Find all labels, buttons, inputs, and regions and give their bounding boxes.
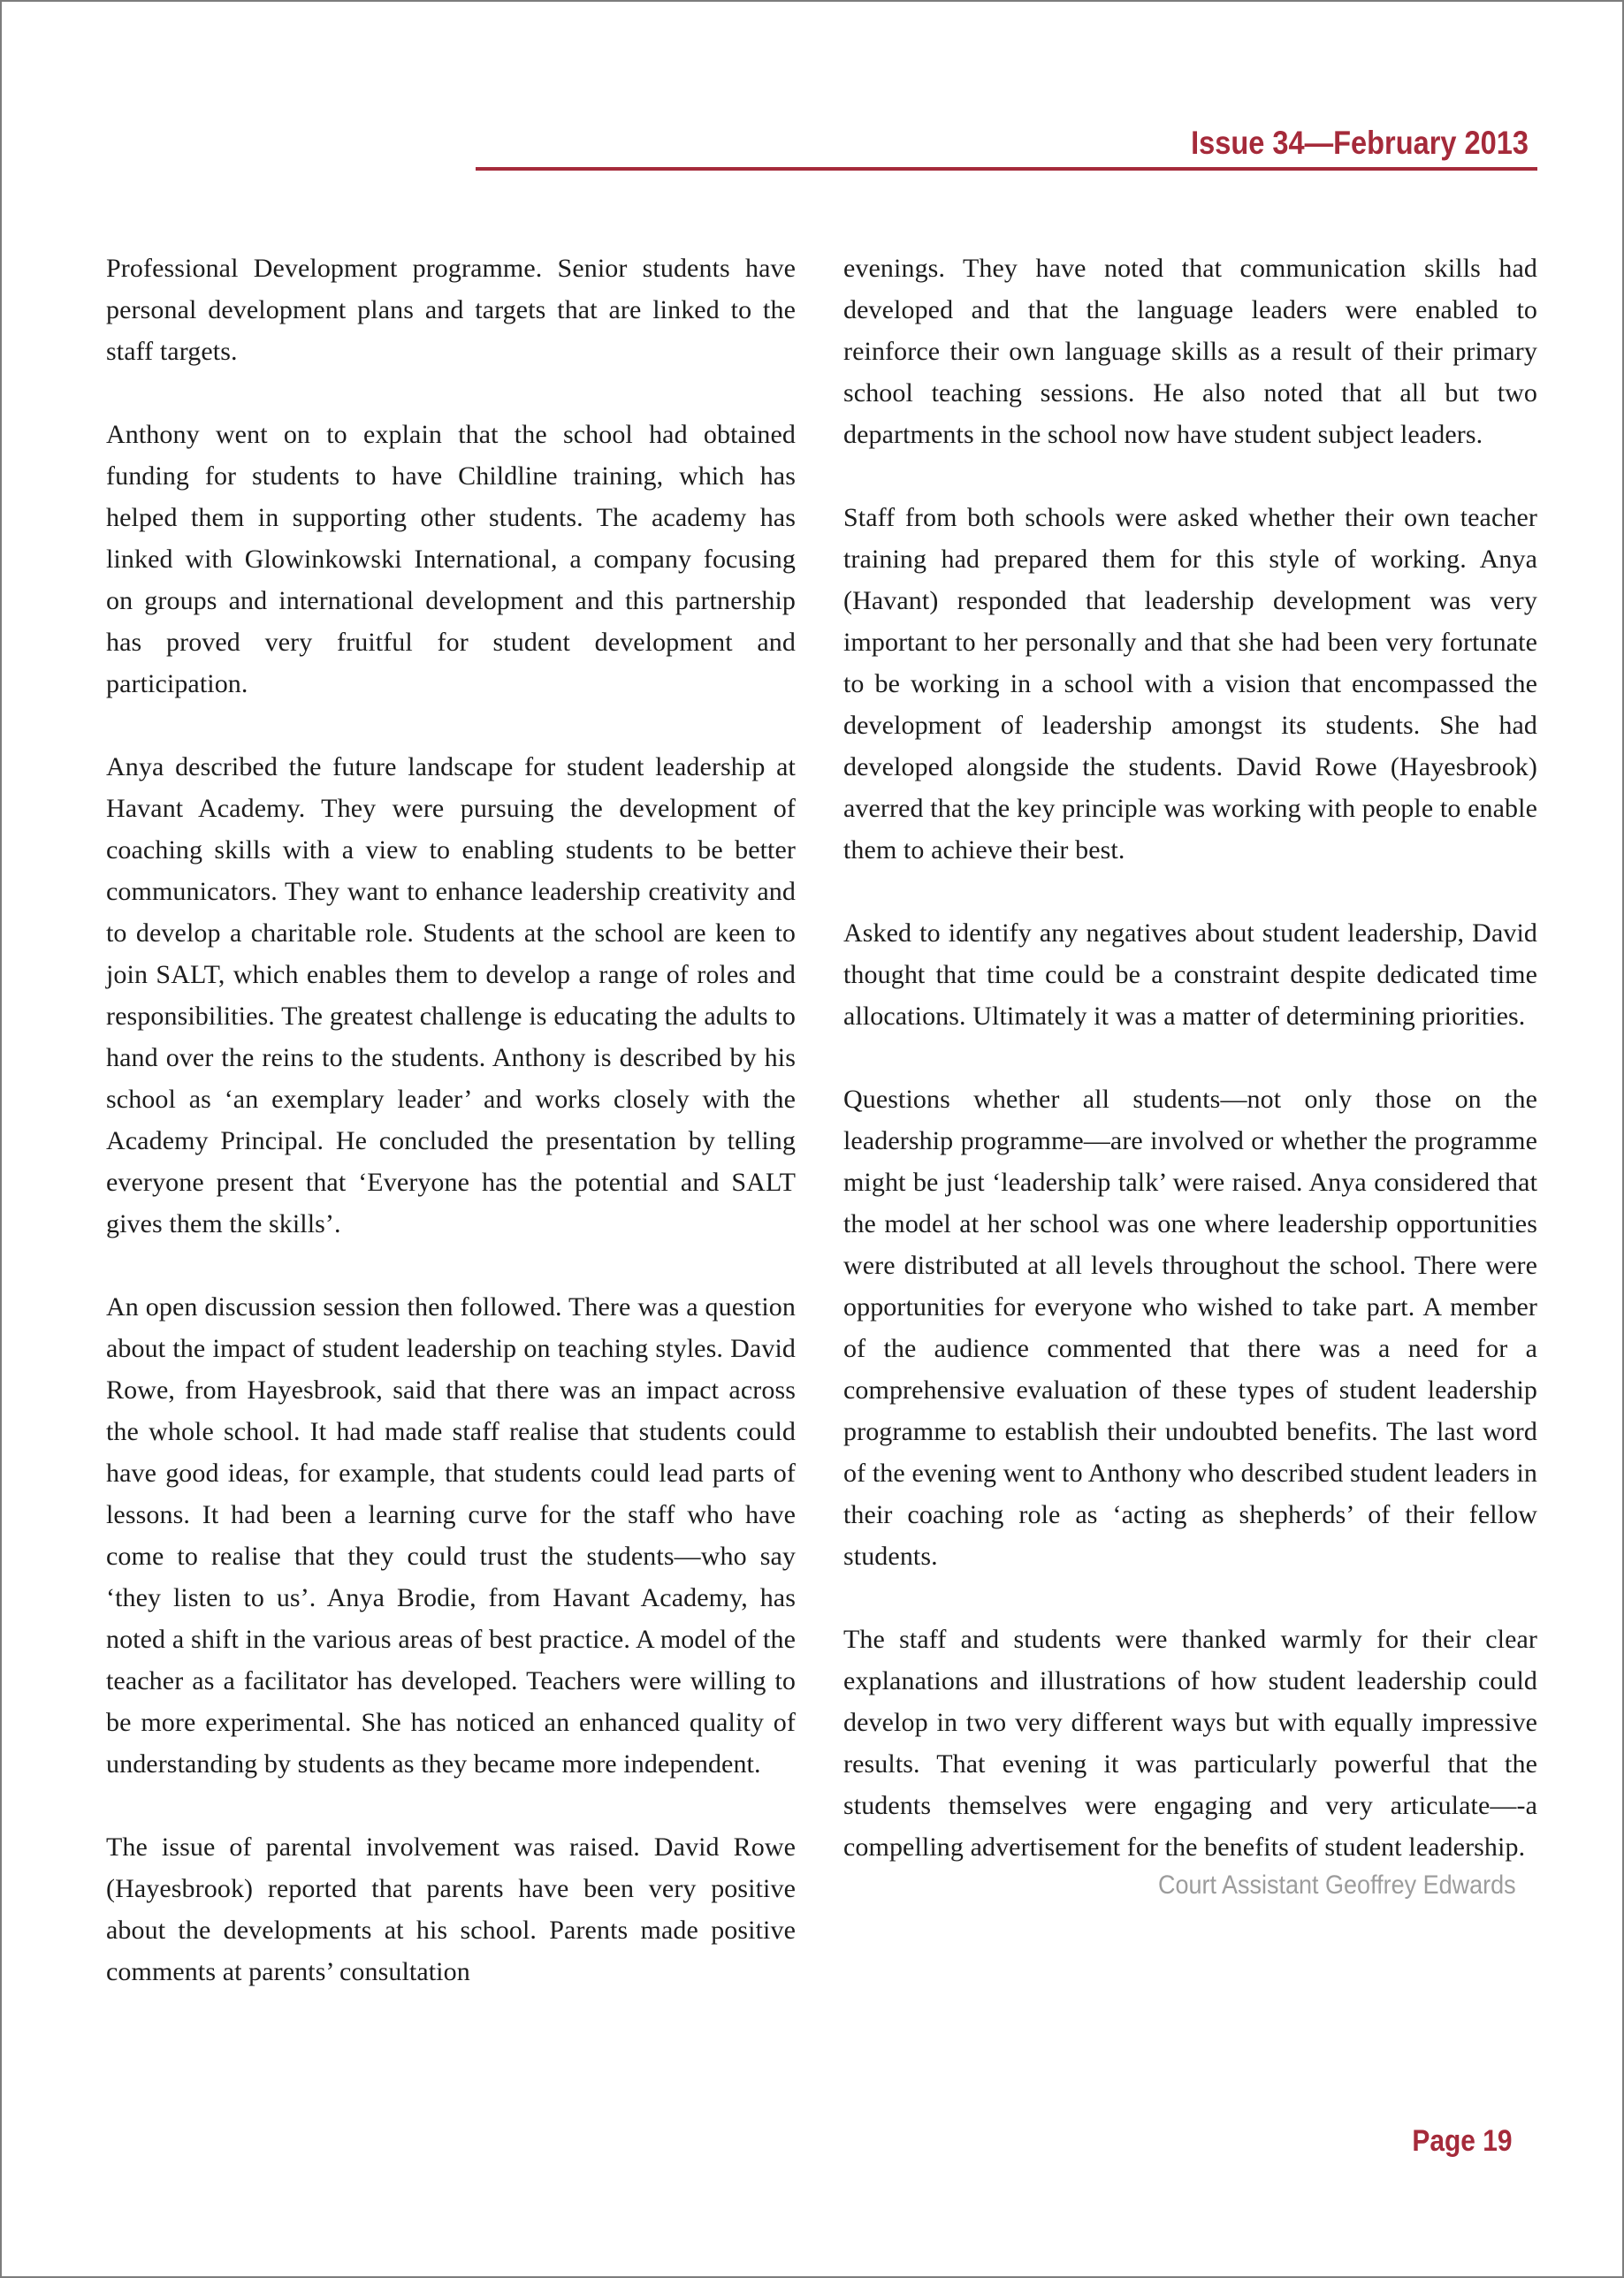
paragraph: An open discussion session then followed. There was a question about the impact of student leadership on teaching styles. David Rowe, from Hayesbrook, said that there was an impact across the whole school. It had made staff realise that students could have good ideas, for example, that students could lead parts of lessons. It had been a learning curve for the staff who have come to realise that they could trust the students—who say ‘they listen to us’. Anya Brodie, from Havant Academy, has noted a shift in the various areas of best practice. A model of the teacher as a facilitator has developed. Teachers were willing to be more experimental. She has noticed an enhanced quality of understanding by students as they became more independent.: [106, 1292, 796, 1779]
paragraph: The issue of parental involvement was raised. David Rowe (Hayesbrook) reported that parents have been very positive about the developments at his school. Parents made positive comments at parents’ consultation: [106, 1832, 796, 1986]
paragraph: Staff from both schools were asked whether their own teacher training had prepared them for this style of working. Anya (Havant) responded that leadership development was very important to her personally and that she had been very fortunate to be working in a school with a vision that encompassed the development of leadership amongst its students. She had developed alongside the students. David Rowe (Hayesbrook) averred that the key principle was working with people to enable them to achieve their best.: [843, 503, 1537, 865]
column-right: [843, 248, 1537, 1992]
paragraph: Asked to identify any negatives about student leadership, David thought that time could be a constraint despite dedicated time allocations. Ultimately it was a matter of determining priorities.: [843, 918, 1537, 1031]
article-body: [106, 248, 1537, 1992]
paragraph: Professional Development programme. Senior students have personal development plans and targets that are linked to the staff targets.: [106, 254, 796, 366]
header-rule: [476, 167, 1537, 171]
header-issue-date-text: Issue 34—February 2013: [1191, 125, 1529, 161]
paragraph: The staff and students were thanked warmly for their clear explanations and illustrations of how student leadership could develop in two very different ways but with equally impressive results. That evening it was particularly powerful that the students themselves were engaging and very articulate—-a compelling advertisement for the benefits of student leadership.: [843, 1625, 1537, 1862]
author-byline: [843, 1870, 1537, 1901]
column-left: [106, 248, 796, 1992]
paragraph: Anya described the future landscape for student leadership at Havant Academy. They were pursuing the development of coaching skills with a view to enabling students to be better communicators. They want to enhance leadership creativity and to develop a charitable role. Students at the school are keen to join SALT, which enables them to develop a range of roles and responsibilities. The greatest challenge is educating the adults to hand over the reins to the students. Anthony is described by his school as ‘an exemplary leader’ and works closely with the Academy Principal. He concluded the presentation by telling everyone present that ‘Everyone has the potential and SALT gives them the skills’.: [106, 752, 796, 1238]
page-number-text: Page 19: [1412, 2124, 1513, 2158]
paragraph: Anthony went on to explain that the school had obtained funding for students to have Childline training, which has helped them in supporting other students. The academy has linked with Glowinkowski International, a company focusing on groups and international development and this partnership has proved very fruitful for student development and participation.: [106, 420, 796, 698]
page-number: [1399, 2125, 1513, 2157]
paragraph: Questions whether all students—not only those on the leadership programme—are involved or whether the programme might be just ‘leadership talk’ were raised. Anya considered that the model at her school was one where leadership opportunities were distributed at all levels throughout the school. There were opportunities for everyone who wished to take part. A member of the audience commented that there was a need for a comprehensive evaluation of these types of student leadership programme to establish their undoubted benefits. The last word of the evening went to Anthony who described student leaders in their coaching role as ‘acting as shepherds’ of their fellow students.: [843, 1085, 1537, 1571]
author-byline-text: Court Assistant Geoffrey Edwards: [1158, 1870, 1516, 1900]
paragraph: evenings. They have noted that communication skills had developed and that the language leaders were enabled to reinforce their own language skills as a result of their primary school teaching sessions. He also noted that all but two departments in the school now have student subject leaders.: [843, 254, 1537, 449]
header-issue-date: [1145, 126, 1529, 161]
